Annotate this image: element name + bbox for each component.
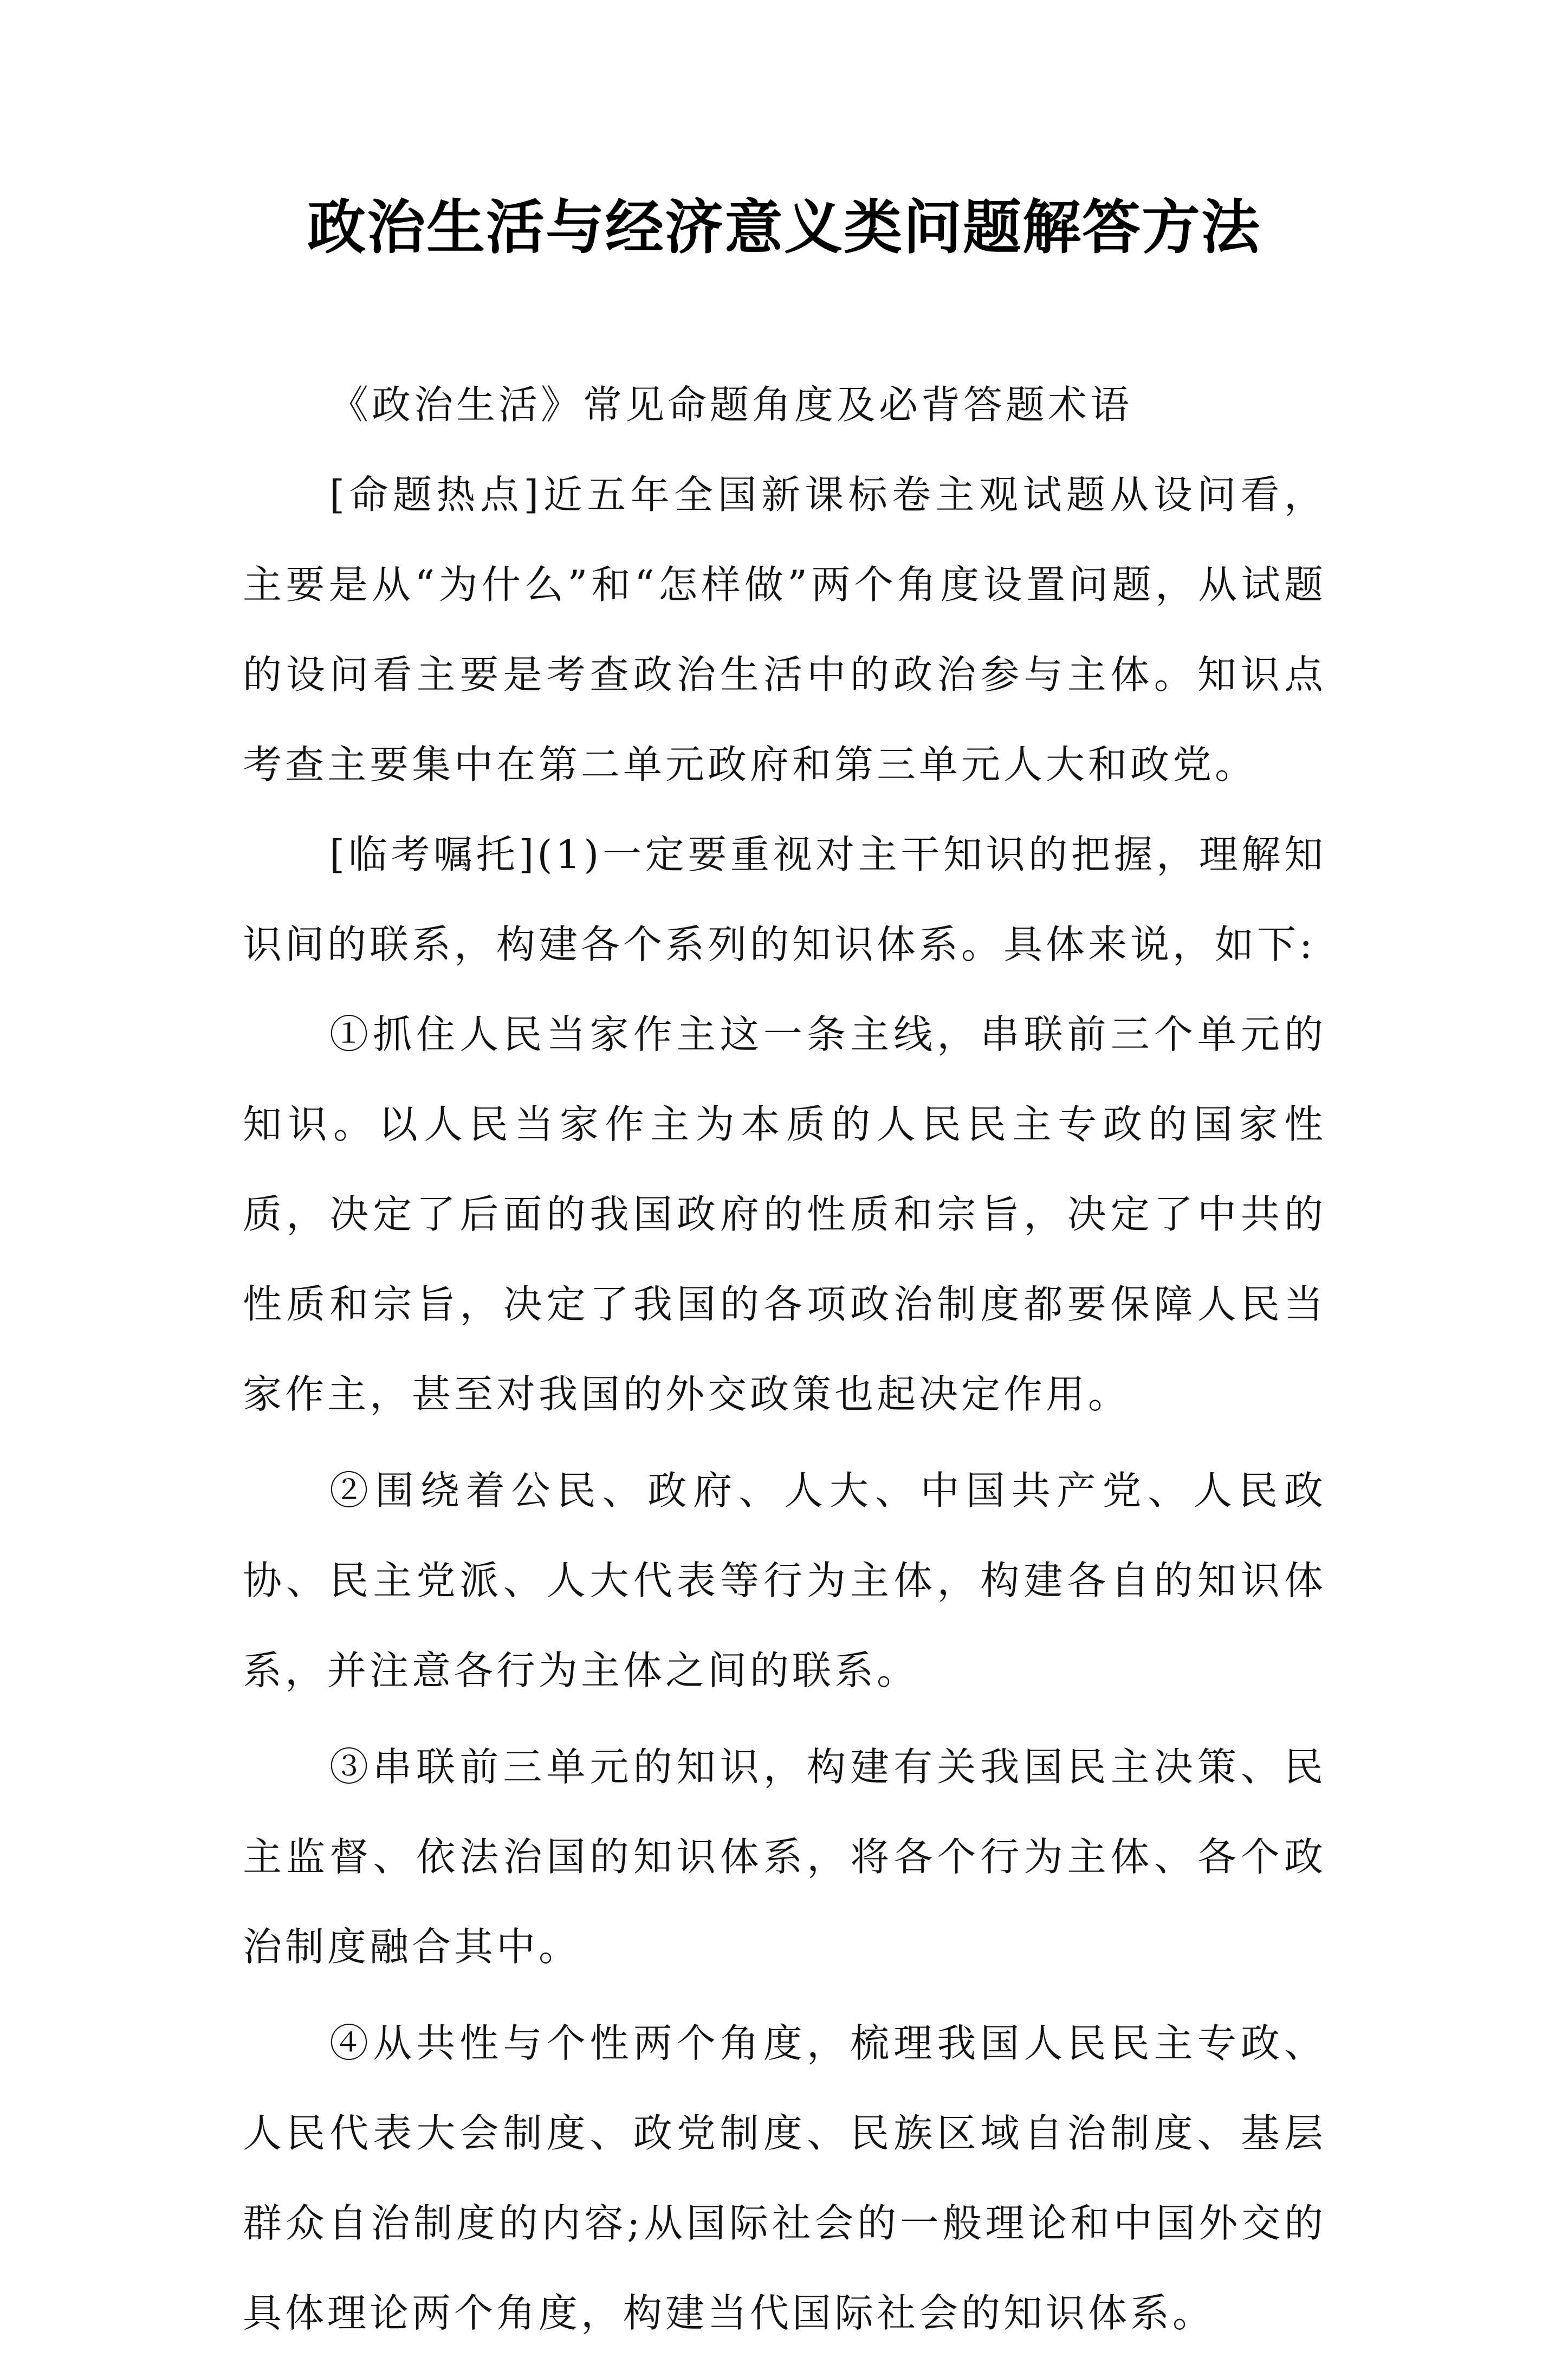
paragraph-point-2: ②围绕着公民、政府、人大、中国共产党、人民政协、民主党派、人大代表等行为主体，构建各自的知识体系，并注意各行为主体之间的联系。	[243, 1468, 1326, 1693]
paragraph-point-1: ①抓住人民当家作主这一条主线，串联前三个单元的知识。以人民当家作主为本质的人民民主专政的国家性质，决定了后面的我国政府的性质和宗旨，决定了中共的性质和宗旨，决定了我国的各项政治制度都要保障人民当家作主，甚至对我国的外交政策也起决定作用。	[243, 1012, 1326, 1417]
document-body	[243, 352, 1326, 2358]
section-heading: 《政治生活》常见命题角度及必背答题术语	[329, 382, 1133, 427]
paragraph-exam-advice: [临考嘱托](1)一定要重视对主干知识的把握，理解知识间的联系，构建各个系列的知识体系。具体来说，如下:	[243, 832, 1326, 967]
paragraph-hotspot: [命题热点]近五年全国新课标卷主观试题从设问看，主要是从“为什么”和“怎样做”两个角度设置问题，从试题的设问看主要是考查政治生活中的政治参与主体。知识点考查主要集中在第二单元政府和第三单元人大和政党。	[243, 472, 1326, 787]
paragraph-point-4: ④从共性与个性两个角度，梳理我国人民民主专政、人民代表大会制度、政党制度、民族区域自治制度、基层群众自治制度的内容;从国际社会的一般理论和中国外交的具体理论两个角度，构建当代国际社会的知识体系。	[243, 2020, 1326, 2336]
document-title: 政治生活与经济意义类问题解答方法	[307, 193, 1261, 262]
paragraph-point-3: ③串联前三单元的知识，构建有关我国民主决策、民主监督、依法治国的知识体系，将各个行为主体、各个政治制度融合其中。	[243, 1744, 1326, 1970]
